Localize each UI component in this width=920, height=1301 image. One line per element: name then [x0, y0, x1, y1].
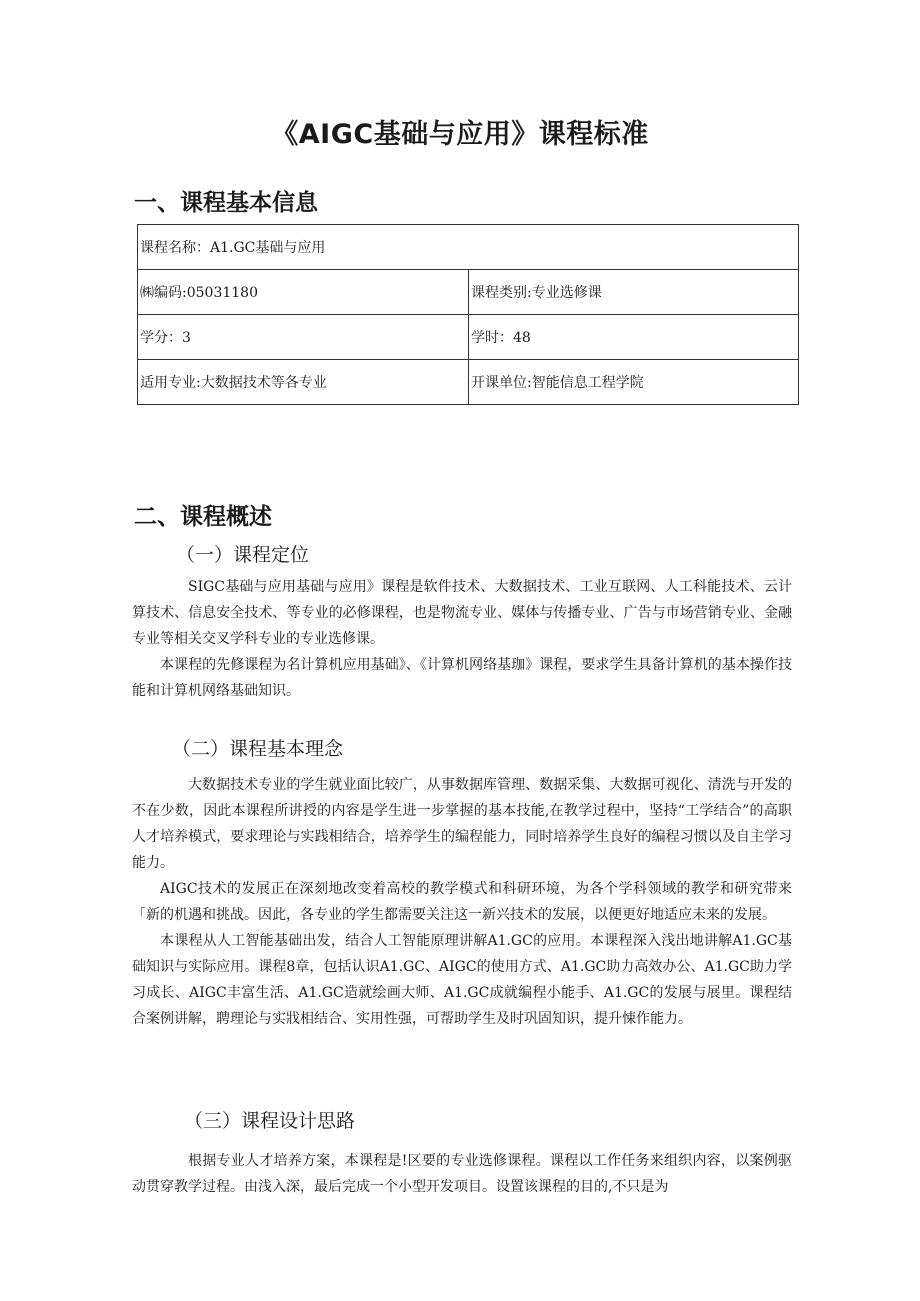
paragraph: AIGC技术的发展正在深刻地改变着高校的教学模式和科研环境，为各个学科领域的教学和研究带来「新的机遇和挑战。因此，各专业的学生都需要关注这一新兴技术的发展，以便更好地适应未来的发展。: [132, 881, 792, 923]
course-type-cell: 课程类别:专业选修课: [469, 270, 799, 315]
section-heading-basic-info: 一、课程基本信息: [134, 190, 318, 216]
page-title: 《AIGC基础与应用》课程标准: [271, 119, 649, 150]
table-row: [138, 270, 799, 315]
philosophy-text: [132, 772, 792, 1032]
paragraph: 根据专业人才培养方案，本课程是!区要的专业选修课程。课程以工作任务来组织内容，以案例驱动贯穿教学过程。由浅入深，最后完成一个小型开发项目。设置该课程的目的,不只是为: [132, 1153, 792, 1195]
course-name-cell: 课程名称：A1.GC基础与应用: [138, 225, 799, 270]
subsection-heading-philosophy: （二）课程基本理念: [172, 738, 344, 760]
course-code-cell: ㈱编码:05031180: [138, 270, 469, 315]
subsection-heading-positioning: （一）课程定位: [176, 544, 310, 566]
table-row: [138, 315, 799, 360]
design-text: [132, 1148, 792, 1200]
hours-cell: 学时：48: [469, 315, 799, 360]
major-cell: 适用专业:大数据技术等各专业: [138, 360, 469, 405]
course-info-table: [137, 224, 799, 405]
paragraph: 大数据技术专业的学生就业面比较广，从事数据库管理、数据采集、大数据可视化、清洗与开发的不在少数，因此本课程所讲授的内容是学生进一步掌握的基本技能,在教学过程中，坚持“工学结合”的高职人才培养模式，要求理论与实践相结合，培养学生的编程能力，同时培养学生良好的编程习惯以及自主学习能力。: [132, 777, 792, 871]
paragraph: SIGC基础与应用基础与应用》课程是软件技术、大数据技术、工业互联网、人工科能技术、云计算技术、信息安全技术、等专业的必修课程，也是物流专业、媒体与传播专业、广告与市场营销专业、金融专业等相关交叉学科专业的专业选修课。: [132, 579, 792, 647]
paragraph: 本课程从人工智能基础出发，结合人工智能原理讲解A1.GC的应用。本课程深入浅出地讲解A1.GC基础知识与实际应用。课程8章，包括认识A1.GC、AIGC的使用方式、A1.GC助力高效办公、A1.GC助力学习成长、AIGC丰富生活、A1.GC造就绘画大师、A1.GC成就编程小能手、A1.GC的发展与展里。课程结合案例讲解，聘理论与实戕相结合、实用性强，可帮助学生及时巩固知识，提升悚作能力。: [132, 933, 792, 1027]
section-heading-overview: 二、课程概述: [134, 504, 272, 530]
positioning-text: [132, 574, 792, 704]
table-row: [138, 225, 799, 270]
credits-cell: 学分：3: [138, 315, 469, 360]
paragraph: 本课程的先修课程为名计算机应用基础》、《计算机网络基珈》课程，要求学生具备计算机的基本操作技能和计算机网络基础知识。: [132, 657, 792, 699]
unit-cell: 开课单位:智能信息工程学院: [469, 360, 799, 405]
subsection-heading-design: （三）课程设计思路: [184, 1110, 356, 1132]
table-row: [138, 360, 799, 405]
